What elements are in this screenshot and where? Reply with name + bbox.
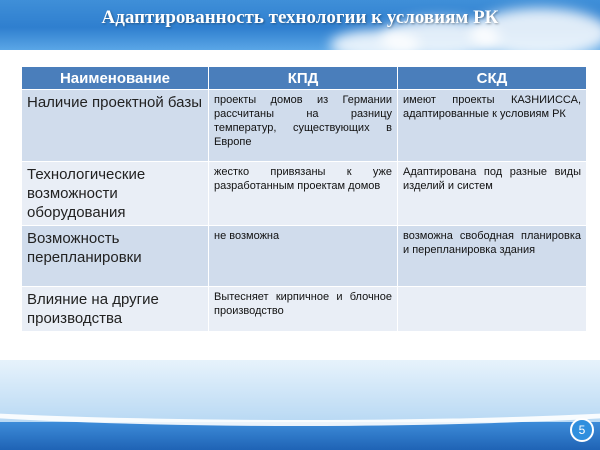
footer-swoosh-line xyxy=(0,360,600,426)
table-header-row xyxy=(22,67,587,90)
skd-cell xyxy=(398,287,587,332)
skd-cell: Адаптирована под разные виды изделий и систем xyxy=(398,162,587,226)
row-name: Возможность перепланировки xyxy=(22,226,209,287)
header-name: Наименование xyxy=(22,67,209,90)
table-row xyxy=(22,90,587,162)
table-row xyxy=(22,162,587,226)
slide-title: Адаптированность технологии к условиям РК xyxy=(101,7,499,28)
kpd-cell: не возможна xyxy=(209,226,398,287)
kpd-cell: проекты домов из Германии рассчитаны на разницу температур, существующих в Европе xyxy=(209,90,398,162)
row-name: Наличие проектной базы xyxy=(22,90,209,162)
table-row xyxy=(22,226,587,287)
page-number-badge: 5 xyxy=(570,418,594,442)
table-row xyxy=(22,287,587,332)
comparison-table xyxy=(21,66,587,332)
row-name: Технологические возможности оборудования xyxy=(22,162,209,226)
skd-cell: имеют проекты КАЗНИИССА, адаптированные к условиям РК xyxy=(398,90,587,162)
kpd-cell: жестко привязаны к уже разработанным проектам домов xyxy=(209,162,398,226)
header-kpd: КПД xyxy=(209,67,398,90)
row-name: Влияние на другие производства xyxy=(22,287,209,332)
skd-cell: возможна свободная планировка и перепланировка здания xyxy=(398,226,587,287)
kpd-cell: Вытесняет кирпичное и блочное производство xyxy=(209,287,398,332)
slide-footer xyxy=(0,360,600,450)
footer-band xyxy=(0,422,600,450)
slide-header xyxy=(0,0,600,50)
header-skd: СКД xyxy=(398,67,587,90)
